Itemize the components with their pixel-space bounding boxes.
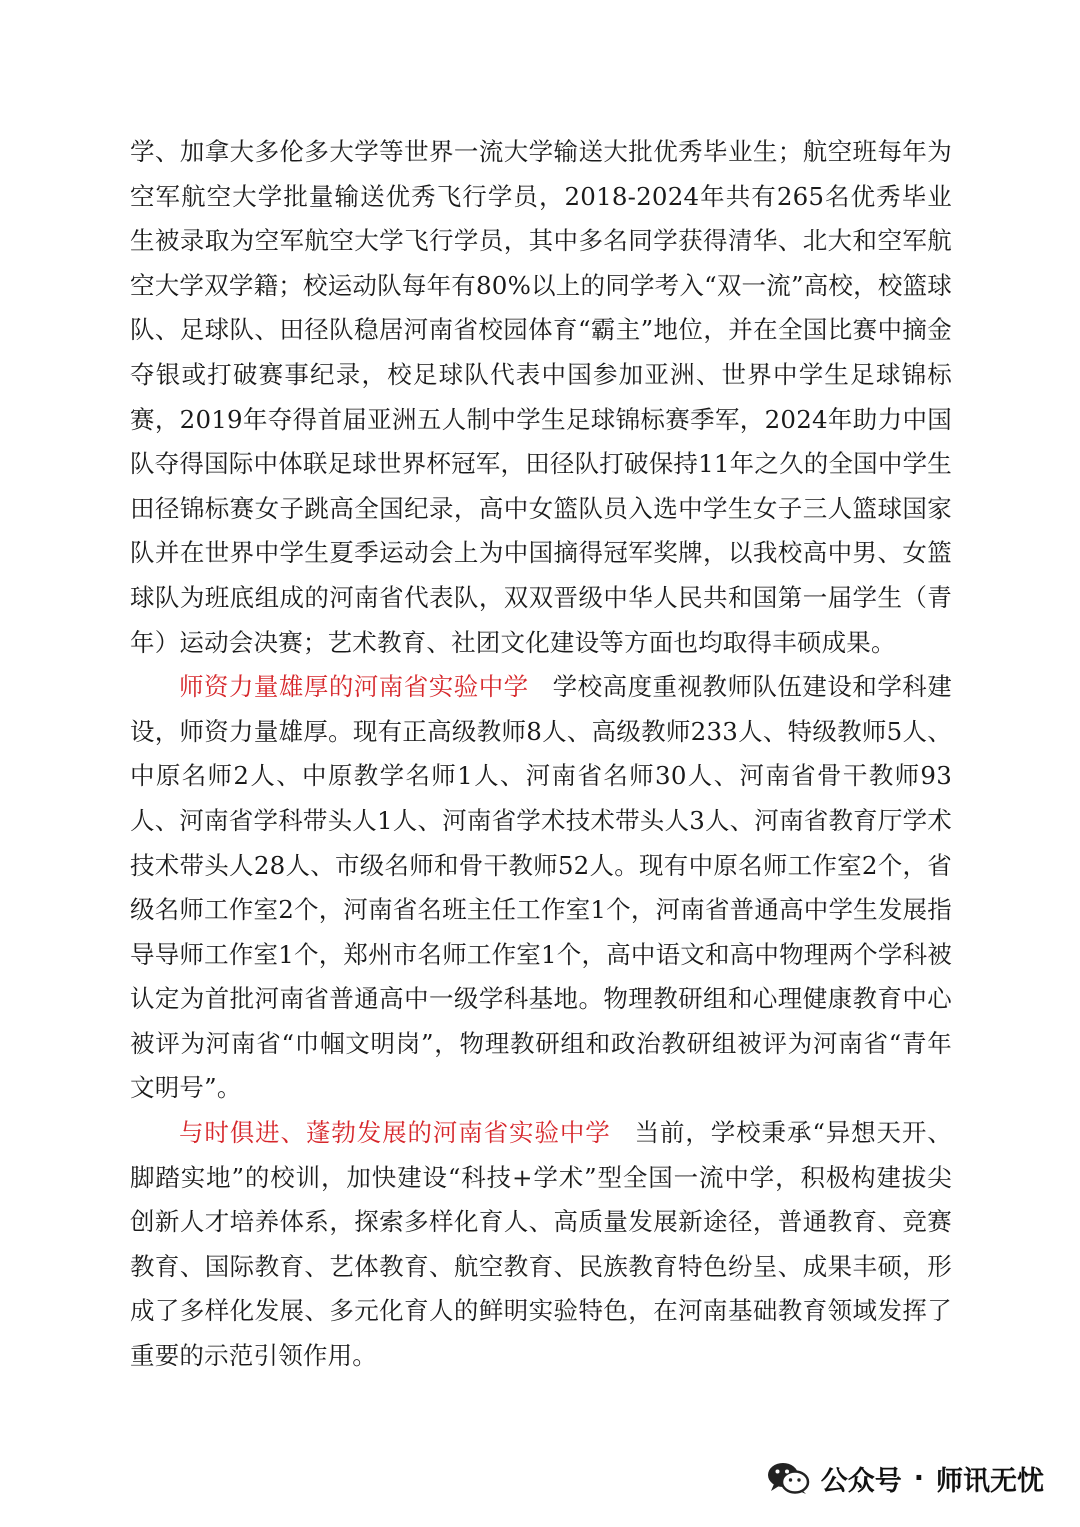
document-body xyxy=(130,130,952,1379)
section-heading-development: 与时俱进、蓬勃发展的河南省实验中学 xyxy=(179,1118,611,1148)
watermark xyxy=(765,1453,1044,1503)
paragraph-teachers xyxy=(130,665,952,1111)
watermark-label: 公众号 xyxy=(820,1465,902,1497)
paragraph-text: 当前，学校秉承“异想天开、脚踏实地”的校训，加快建设“科技+学术”型全国一流中学，积极构建拔尖创新人才培养体系，探索多样化育人、高质量发展新途径，普通教育、竞赛教育、国际教育、艺体教育、航空教育、民族教育特色纷呈、成果丰硕，形成了多样化发展、多元化育人的鲜明实验特色，在河南基础教育领域发挥了重要的示范引领作用。 xyxy=(130,1118,952,1371)
paragraph-text: 学、加拿大多伦多大学等世界一流大学输送大批优秀毕业生；航空班每年为空军航空大学批量输送优秀飞行学员，2018-2024年共有265名优秀毕业生被录取为空军航空大学飞行学员，其中多名同学获得清华、北大和空军航空大学双学籍；校运动队每年有80%以上的同学考入“双一流”高校，校篮球队、足球队、田径队稳居河南省校园体育“霸主”地位，并在全国比赛中摘金夺银或打破赛事纪录，校足球队代表中国参加亚洲、世界中学生足球锦标赛，2019年夺得首届亚洲五人制中学生足球锦标赛季军，2024年助力中国队夺得国际中体联足球世界杯冠军，田径队打破保持11年之久的全国中学生田径锦标赛女子跳高全国纪录，高中女篮队员入选中学生女子三人篮球国家队并在世界中学生夏季运动会上为中国摘得冠军奖牌，以我校高中男、女篮球队为班底组成的河南省代表队，双双晋级中华人民共和国第一届学生（青年）运动会决赛；艺术教育、社团文化建设等方面也均取得丰硕成果。 xyxy=(130,137,952,657)
paragraph-achievements xyxy=(130,130,952,665)
paragraph-text: 学校高度重视教师队伍建设和学科建设，师资力量雄厚。现有正高级教师8人、高级教师233人、特级教师5人、中原名师2人、中原教学名师1人、河南省名师30人、河南省骨干教师93人、河南省学科带头人1人、河南省学术技术带头人3人、河南省教育厅学术技术带头人28人、市级名师和骨干教师52人。现有中原名师工作室2个，省级名师工作室2个，河南省名班主任工作室1个，河南省普通高中学生发展指导导师工作室1个，郑州市名师工作室1个，高中语文和高中物理两个学科被认定为首批河南省普通高中一级学科基地。物理教研组和心理健康教育中心被评为河南省“巾帼文明岗”，物理教研组和政治教研组被评为河南省“青年文明号”。 xyxy=(130,672,952,1103)
paragraph-development xyxy=(130,1111,952,1379)
section-heading-teachers: 师资力量雄厚的河南省实验中学 xyxy=(179,672,529,702)
wechat-icon xyxy=(765,1460,811,1496)
watermark-account: 师讯无忧 xyxy=(936,1465,1044,1497)
watermark-separator: · xyxy=(913,1462,924,1494)
